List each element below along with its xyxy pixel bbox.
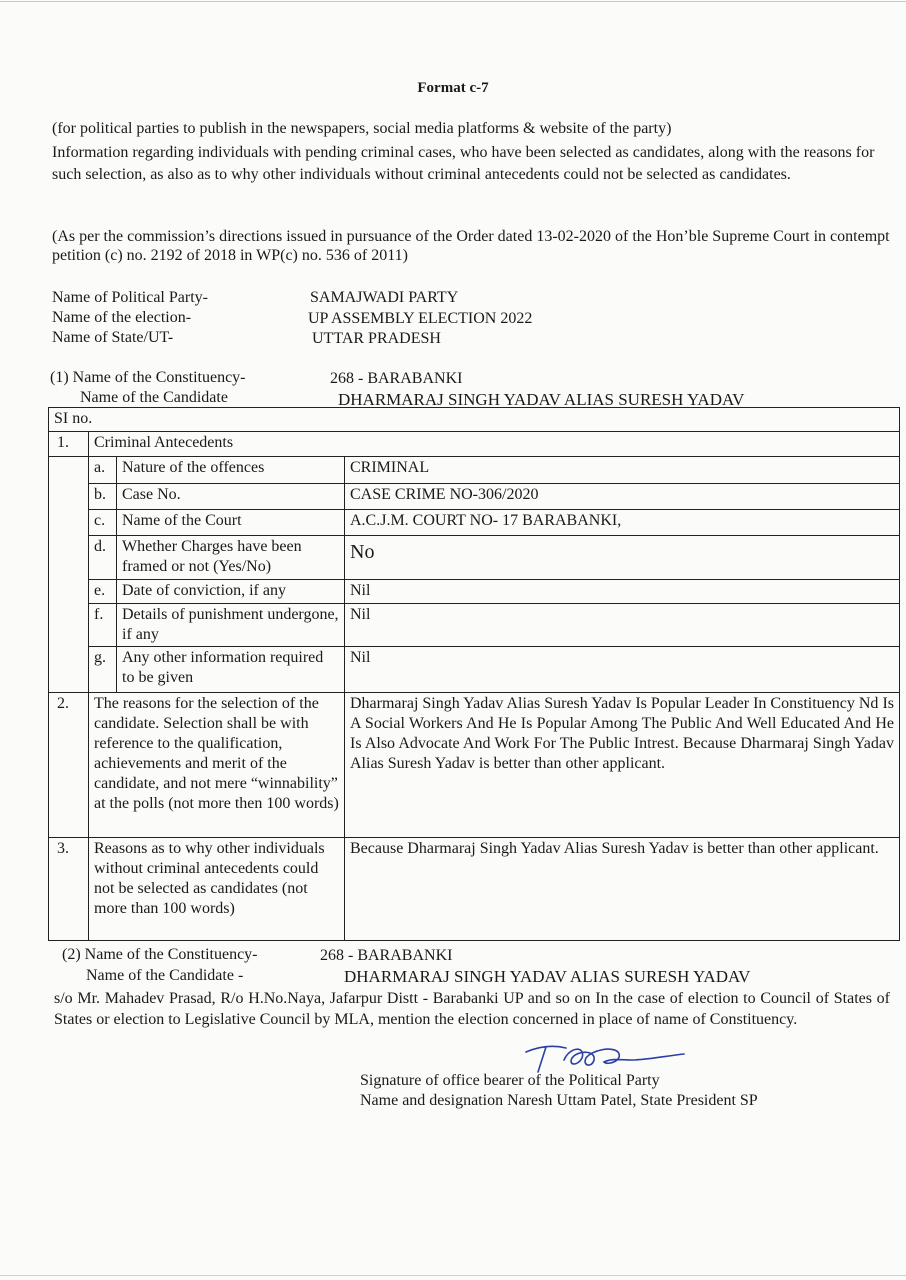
section2-constituency-value: 268 - BARABANKI [320,947,453,964]
row1-spacer [49,457,89,693]
table-row [49,432,900,457]
section2-candidate-label: Name of the Candidate - [86,967,244,984]
item-letter: f. [89,604,117,647]
section2-candidate-value: DHARMARAJ SINGH YADAV ALIAS SURESH YADAV [344,967,751,986]
row1-title: Criminal Antecedents [89,432,900,457]
table-row [49,647,900,693]
document-title: Format c-7 [417,80,489,96]
state-label: Name of State/UT- [52,329,174,346]
table-row [49,693,900,838]
row2-value: Dharmaraj Singh Yadav Alias Suresh Yadav Is Popular Leader In Constituency Nd Is A Social Workers And He Is Popular Among The Public And Well Educated And He Is Also Advocate And Work For The Public Intrest. Because Dharmaraj Singh Yadav Alias Suresh Yadav is better than other applicant. [345,693,900,838]
directions-paragraph: (As per the commission’s directions issued in pursuance of the Order dated 13-02-2020 of the Hon’ble Supreme Court in contempt petition (c) no. 2192 of 2018 in WP(c) no. 536 of 2011) [52,228,890,264]
row1-number: 1. [49,432,89,457]
item-letter: g. [89,647,117,693]
section2-constituency-label: (2) Name of the Constituency- [62,946,258,963]
signature-line: Signature of office bearer of the Political Party [360,1072,660,1089]
election-label: Name of the election- [52,309,192,326]
item-value: CASE CRIME NO-306/2020 [345,484,900,510]
table-row [49,604,900,647]
bottom-edge-line [0,1275,906,1276]
table-header-row [49,408,900,432]
party-value: SAMAJWADI PARTY [310,289,459,306]
item-label: Case No. [117,484,345,510]
table-row [49,510,900,536]
sl-no-header: SI no. [49,408,900,432]
top-edge-line [0,1,906,2]
item-letter: e. [89,580,117,604]
table-row [49,457,900,484]
section1-constituency-value: 268 - BARABANKI [330,370,463,387]
item-label: Name of the Court [117,510,345,536]
section1-candidate-value: DHARMARAJ SINGH YADAV ALIAS SURESH YADAV [338,390,745,409]
table-row [49,536,900,580]
table-row [49,580,900,604]
section1-candidate-label: Name of the Candidate [80,389,228,406]
table-row [49,838,900,941]
item-value: Nil [345,604,900,647]
item-label: Details of punishment undergone, if any [117,604,345,647]
row2-label: The reasons for the selection of the candidate. Selection shall be with reference to the qualification, achievements and merit of the candidate, and not mere “winnability” at the polls (not more then 100 words) [89,693,345,838]
table-row [49,484,900,510]
designation-line: Name and designation Naresh Uttam Patel, State President SP [360,1092,758,1109]
state-value: UTTAR PRADESH [312,330,441,347]
party-label: Name of Political Party- [52,289,208,306]
criminal-antecedents-table [48,407,900,941]
item-label: Any other information required to be given [117,647,345,693]
item-value: No [345,536,900,580]
item-label: Nature of the offences [117,457,345,484]
item-letter: b. [89,484,117,510]
item-label: Date of conviction, if any [117,580,345,604]
item-value: CRIMINAL [345,457,900,484]
item-letter: a. [89,457,117,484]
item-letter: d. [89,536,117,580]
item-label: Whether Charges have been framed or not (Yes/No) [117,536,345,580]
address-paragraph: s/o Mr. Mahadev Prasad, R/o H.No.Naya, Jafarpur Distt - Barabanki UP and so on In the case of election to Council of States of States or election to Legislative Council by MLA, mention the election concerned in place of name of Constituency. [54,990,890,1028]
intro-line: (for political parties to publish in the newspapers, social media platforms & website of the party) [52,120,672,137]
election-value: UP ASSEMBLY ELECTION 2022 [308,310,533,327]
item-value: A.C.J.M. COURT NO- 17 BARABANKI, [345,510,900,536]
row2-number: 2. [49,693,89,838]
row3-value: Because Dharmaraj Singh Yadav Alias Suresh Yadav is better than other applicant. [345,838,900,941]
intro-paragraph: Information regarding individuals with pending criminal cases, who have been selected as candidates, along with the reasons for such selection, as also as to why other individuals without criminal antecedents could not be selected as candidates. [52,144,875,183]
item-value: Nil [345,647,900,693]
row3-label: Reasons as to why other individuals without criminal antecedents could not be selected as candidates (not more than 100 words) [89,838,345,941]
row3-number: 3. [49,838,89,941]
item-value: Nil [345,580,900,604]
section1-constituency-label: (1) Name of the Constituency- [50,369,246,386]
item-letter: c. [89,510,117,536]
